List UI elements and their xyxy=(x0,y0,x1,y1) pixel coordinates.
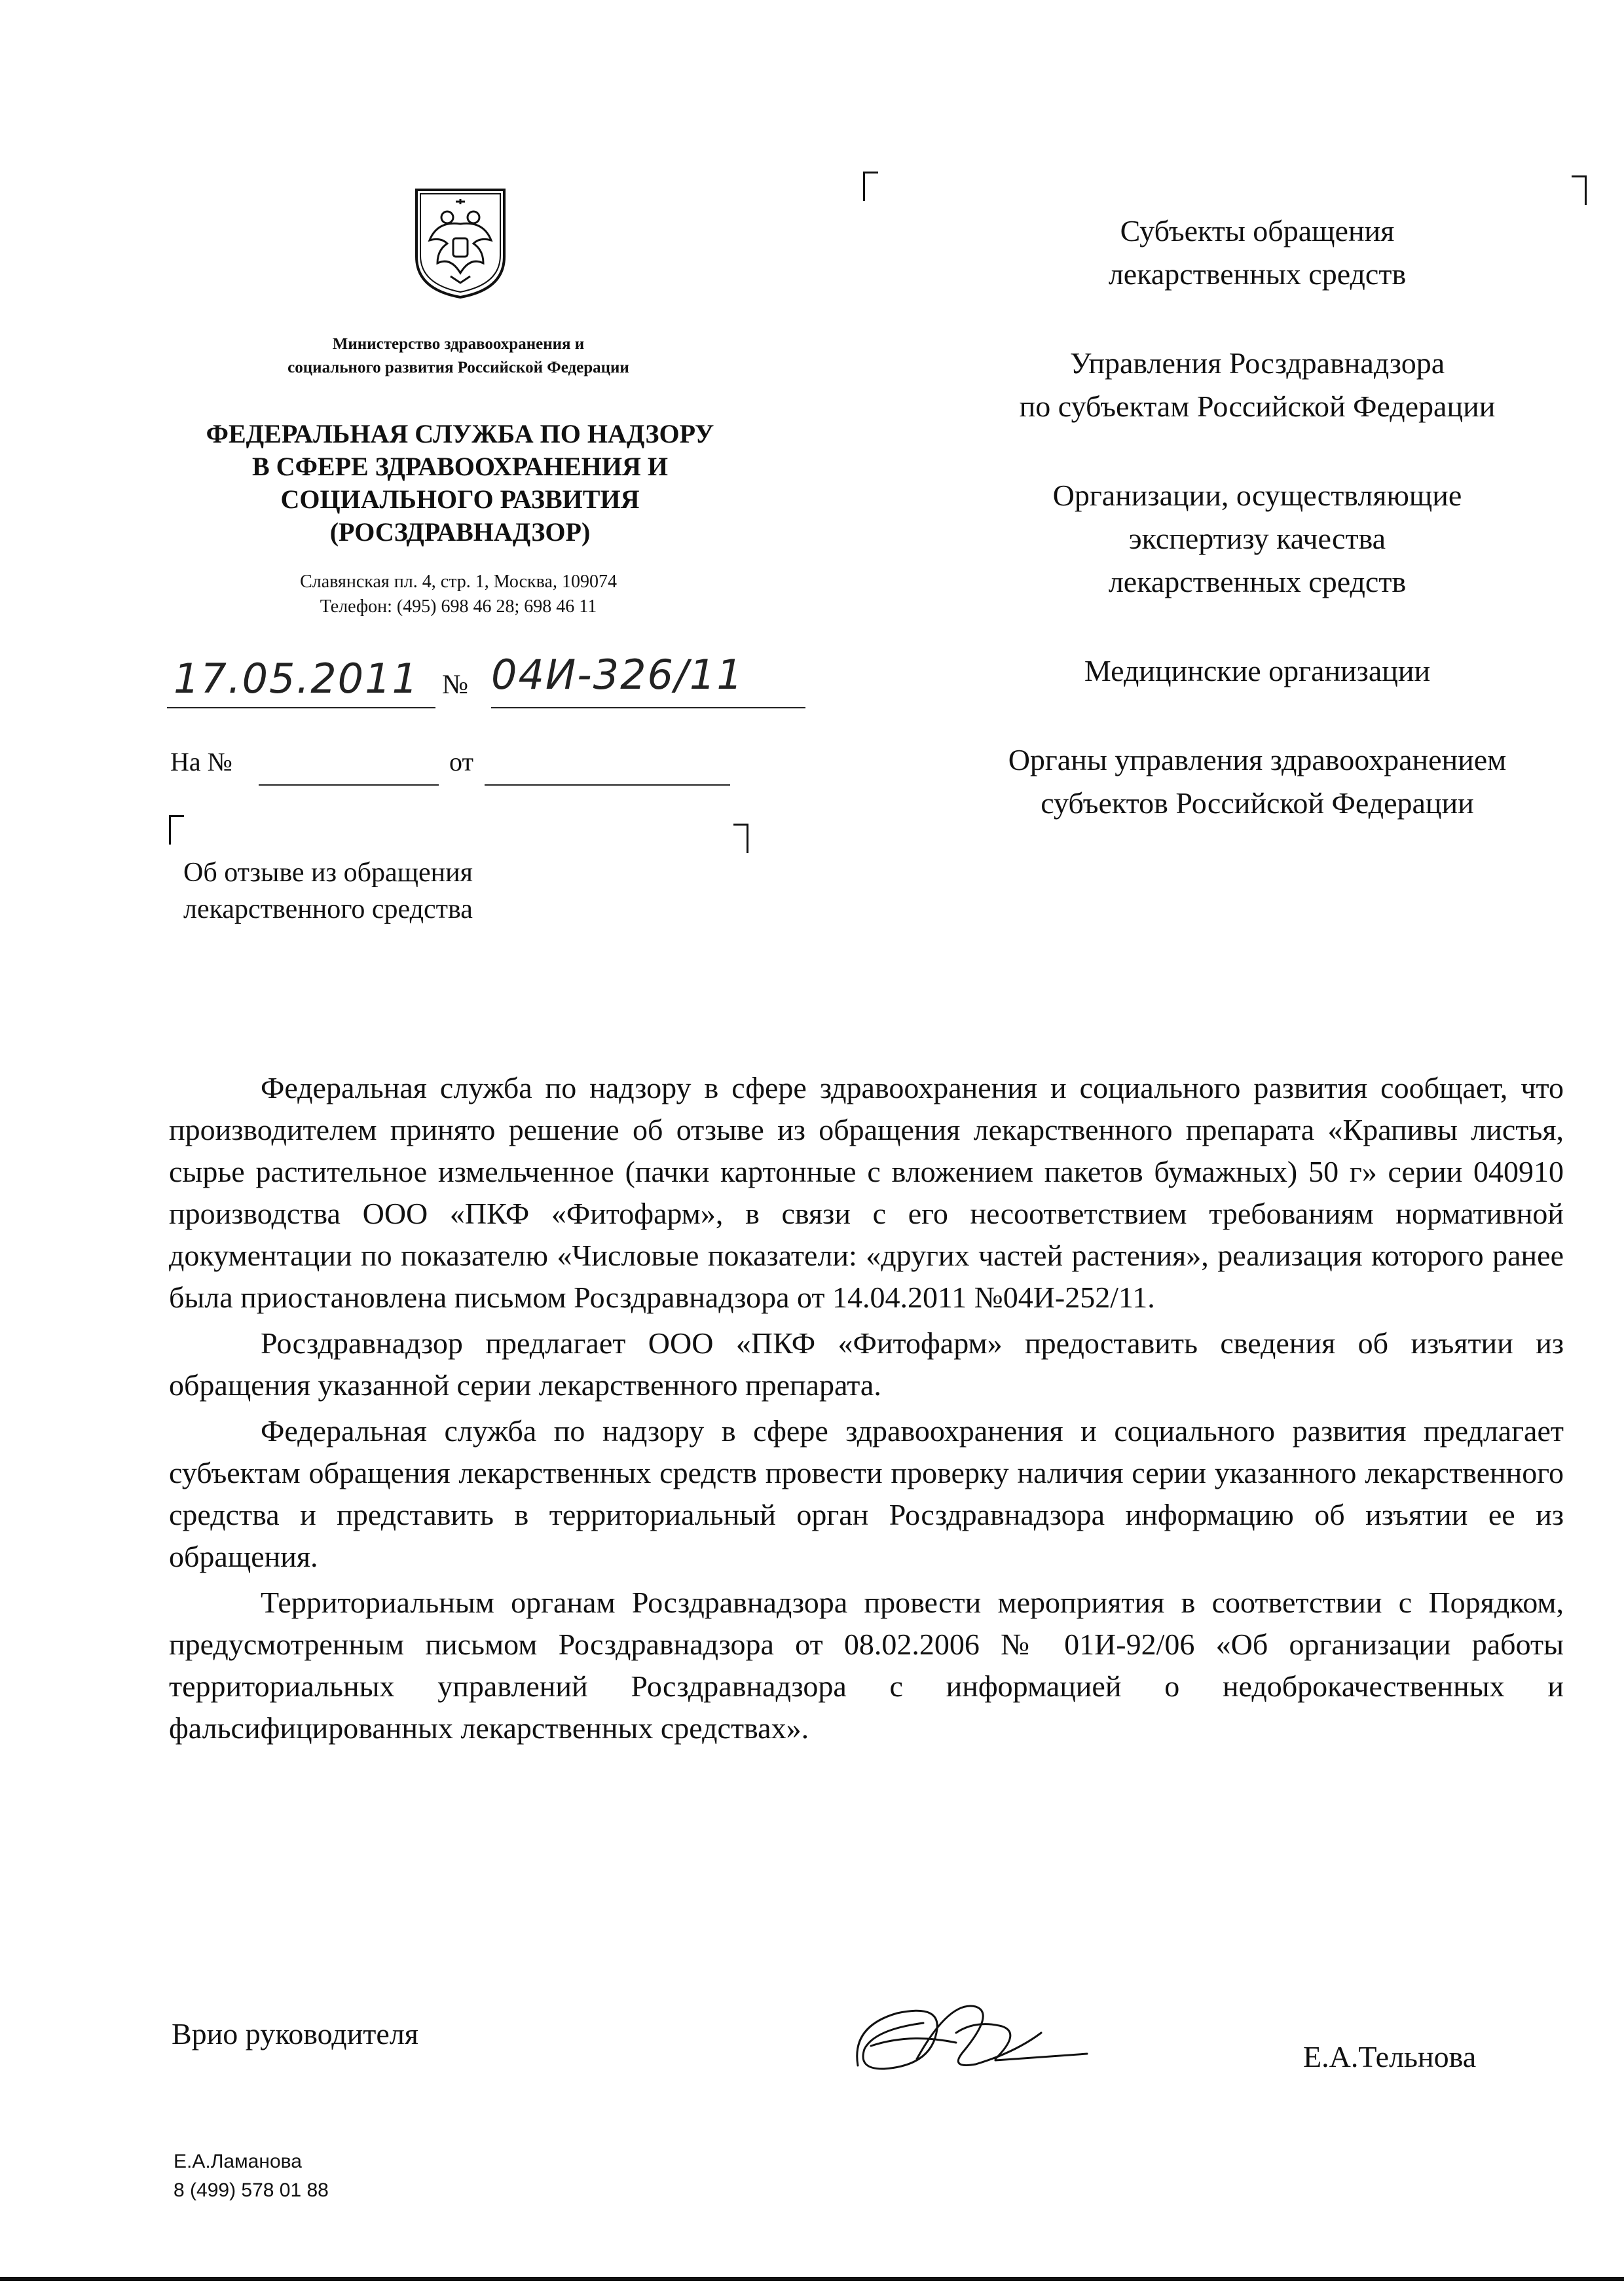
agency-address xyxy=(183,570,733,619)
handwritten-signature-icon xyxy=(845,1987,1094,2079)
addressee-item: Органы управления здравоохранением субъектов Российской Федерации xyxy=(1008,743,1507,820)
bottom-divider xyxy=(0,2277,1624,2281)
reference-number-blank xyxy=(259,784,439,786)
addressee-item: Медицинские организации xyxy=(1084,654,1431,687)
address-line: Славянская пл. 4, стр. 1, Москва, 109074 xyxy=(300,572,617,592)
addressee-bracket-right xyxy=(1572,175,1587,205)
coat-of-arms-icon xyxy=(411,185,509,301)
number-label: № xyxy=(442,670,469,700)
executor-info xyxy=(174,2147,329,2205)
addressee-list xyxy=(930,210,1585,871)
letter-body xyxy=(169,1067,1564,1753)
signatory-name: Е.А.Тельнова xyxy=(1303,2040,1477,2073)
registration-date: 17.05.2011 xyxy=(174,655,419,702)
date-underline xyxy=(167,707,435,708)
signatory-position: Врио руководителя xyxy=(172,2017,418,2050)
reference-date-blank xyxy=(485,784,730,786)
reference-label: На № xyxy=(170,747,232,776)
body-paragraph: Росздравнадзор предлагает ООО «ПКФ «Фитофарм» предоставить сведения об изъятии из обращения указанной серии лекарственного препарата. xyxy=(169,1326,1564,1402)
addressee-item: Организации, осуществляющие экспертизу качества лекарственных средств xyxy=(1052,479,1462,598)
ministry-name: Министерство здравоохранения и социального развития Российской Федерации xyxy=(287,335,629,376)
bracket-top-left xyxy=(169,815,184,845)
addressee-item: Субъекты обращения лекарственных средств xyxy=(1108,214,1407,291)
registration-number: 04И-326/11 xyxy=(491,651,744,699)
executor-phone: 8 (499) 578 01 88 xyxy=(174,2179,329,2201)
number-underline xyxy=(491,707,805,708)
addressee-bracket-left xyxy=(863,172,878,201)
phone-line: Телефон: (495) 698 46 28; 698 46 11 xyxy=(320,596,597,617)
registration-line xyxy=(167,651,822,714)
agency-name: ФЕДЕРАЛЬНАЯ СЛУЖБА ПО НАДЗОРУ В СФЕРЕ ЗДРАВООХРАНЕНИЯ И СОЦИАЛЬНОГО РАЗВИТИЯ (РОСЗДРАВНАДЗОР) xyxy=(206,419,714,547)
reference-from-label: от xyxy=(449,747,473,776)
addressee-item: Управления Росздравнадзора по субъектам Российской Федерации xyxy=(1019,346,1496,423)
bracket-top-right xyxy=(733,824,748,853)
body-paragraph: Федеральная служба по надзору в сфере здравоохранения и социального развития предлагает субъектам обращения лекарственных средств провести проверку наличия серии указанного лекарственного средства и представить в территориальный орган Росздравнадзора информацию об изъятии ее из обращения. xyxy=(169,1414,1564,1573)
body-paragraph: Территориальным органам Росздравнадзора провести мероприятия в соответствии с Порядком, предусмотренным письмом Росздравнадзора от 08.02.2006 № 01И-92/06 «Об организации работы территориальных управлений Росздравнадзора с информацией о недоброкачественных и фальсифицированных лекарственных средствах». xyxy=(169,1586,1564,1745)
letter-subject: Об отзыве из обращения лекарственного средства xyxy=(183,858,473,924)
executor-name: Е.А.Ламанова xyxy=(174,2151,302,2172)
body-paragraph: Федеральная служба по надзору в сфере здравоохранения и социального развития сообщает, что производителем принято решение об отзыве из обращения лекарственного препарата «Крапивы листья, сырье растительное измельченное (пачки картонные с вложением пакетов бумажных) 50 г» серии 040910 производства ООО «ПКФ «Фитофарм», в связи с его несоответствием требованиям нормативной документации по показателю «Числовые показатели: «других частей растения», реализация которого ранее была приостановлена письмом Росздравнадзора от 14.04.2011 №04И-252/11. xyxy=(169,1071,1564,1314)
